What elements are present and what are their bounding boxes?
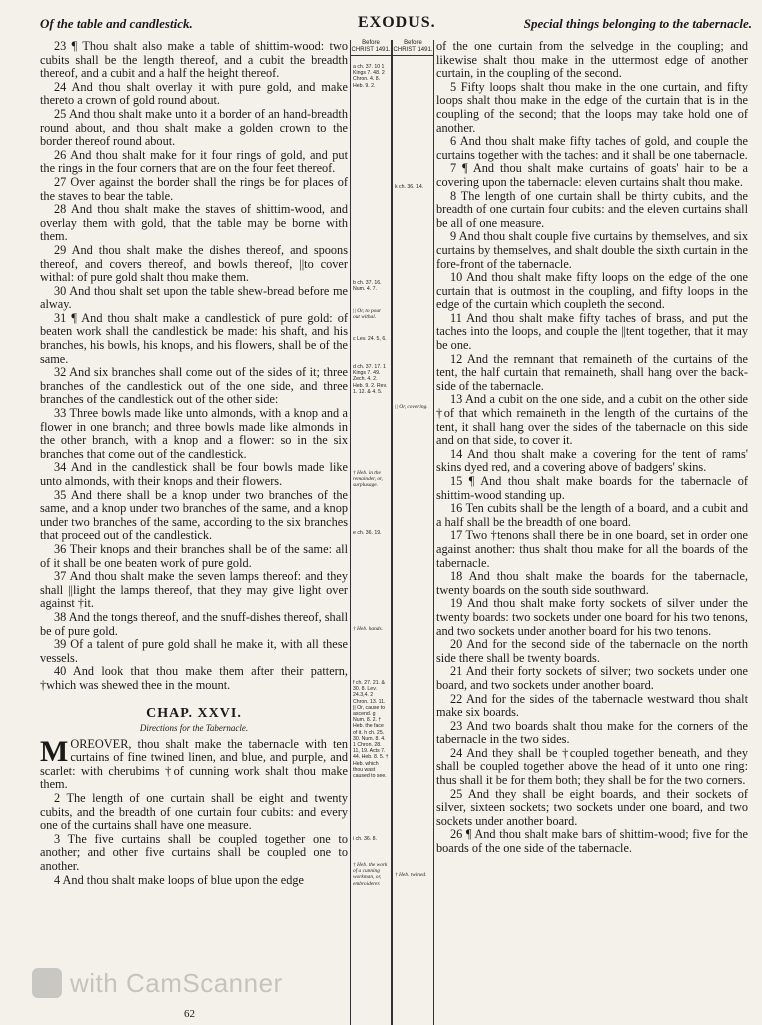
right-text-column [436,40,748,856]
verse: 4 And thou shalt make loops of blue upon the edge [54,872,304,887]
margin-note: f ch. 27. 21. & 30. 8. Lev. 24.3,4. 2 Chron. 13. 11. || Or, cause to ascend. g Num. 8. 2. † Heb. the face of it. h ch. 25. 30. Num. 8. 4. 1 Chron. 28. 11, 19. Acts 7. 44. Heb. 8. 5. † Heb. which thou wast caused to see. [353,680,389,780]
verse: 37 And thou shalt make the seven lamps thereof: and they shall ||light the lamps thereof, that they may give light over against †it. [40,569,348,611]
chapter-first-verse [40,734,348,792]
verse: 35 And there shall be a knop under two branches of the same, and a knop under two branches of the same, and a knop under two branches of the same, according to the six branches that proceed out of the candlestick. [40,487,348,543]
verse: 26 And thou shalt make for it four rings of gold, and put the rings in the four corners that are on the four feet thereof. [40,147,348,176]
scanner-watermark: with CamScanner [70,968,283,998]
left-text-column [40,40,348,887]
verse: 16 Ten cubits shall be the length of a board, and a cubit and a half shall be the breadth of one board. [436,501,748,529]
margin-note: d ch. 37. 17. 1 Kings 7. 49. Zech. 4. 2. Heb. 9. 2. Rev. 1. 12. & 4. 5. [353,364,388,395]
verse: 25 And they shall be eight boards, and their sockets of silver, sixteen sockets; two sockets under one board, and two sockets under another board. [436,786,748,828]
margin-note: † Heb. hands. [353,626,383,632]
running-header [40,12,752,38]
margin-note: e ch. 36. 19. [353,530,382,536]
page-number: 62 [184,1008,195,1020]
verse: 29 And thou shalt make the dishes thereof, and spoons thereof, and covers thereof, and bowls thereof, ||to cover withal: of pure gold shalt thou make them. [40,242,348,285]
verse: 23 And two boards shalt thou make for the corners of the tabernacle in the two sides. [436,718,748,747]
margin-date-heading: Before CHRIST 1491. [351,40,391,56]
verse: 27 Over against the border shall the rings be for places of the staves to bear the table. [40,174,348,203]
verse: 7 ¶ And thou shalt make curtains of goats' hair to be a covering upon the tabernacle: eleven curtains shalt thou make. [436,161,748,189]
verse: 23 ¶ Thou shalt also make a table of shittim-wood: two cubits shall be the length thereof, and a cubit the breadth thereof, and a cubit and a half the height thereof. [40,39,348,81]
verse: 28 And thou shalt make the staves of shittim-wood, and overlay them with gold, that the table may be borne with them. [40,202,348,244]
verse: 24 And thou shalt overlay it with pure gold, and make thereto a crown of gold round about. [40,79,348,108]
verse: 20 And for the second side of the tabernacle on the north side there shall be twenty boards. [436,637,748,665]
margin-note: b ch. 37. 16. Num. 4. 7. [353,280,382,293]
verse: 25 And thou shalt make unto it a border of an hand-breadth round about, and thou shalt make a golden crown to the border thereof round about. [40,106,348,149]
verse: 2 The length of one curtain shall be eight and twenty cubits, and the breadth of one curtain four cubits: and every one of the curtains shall have one measure. [40,791,348,833]
verse-continuation: of the one curtain from the selvedge in the coupling; and likewise shalt thou make in the uttermost edge of another curtain, in the coupling of the second. [436,39,748,81]
margin-note: † Heb. in the remainder, or, surplusage. [353,470,383,489]
verse: 34 And in the candlestick shall be four bowls made like unto almonds, with their knops and their flowers. [40,460,348,488]
header-left: Of the table and candlestick. [40,16,193,31]
verse: 5 Fifty loops shalt thou make in the one curtain, and fifty loops shalt thou make in the edge of the curtain that is in the coupling of the second; that the loops may take hold one of another. [436,79,748,135]
chapter-title: CHAP. XXVI. [146,705,242,721]
verse: 15 ¶ And thou shalt make boards for the tabernacle of shittim-wood standing up. [436,474,748,502]
verse: 40 And look that thou make them after their pattern, †which was shewed thee in the mount. [40,664,348,692]
verse: 26 ¶ And thou shalt make bars of shittim-wood; five for the boards of the one side of the tabernacle. [436,827,748,856]
verse: 30 And thou shalt set upon the table shew-bread before me alway. [40,283,348,312]
drop-cap: M [40,734,69,768]
verse: 31 ¶ And thou shalt make a candlestick of pure gold: of beaten work shall the candlestick be made: his shaft, and his branches, his bowls, his knops, and his flowers, shall be of the same. [40,310,348,366]
first-verse-text: OREOVER, thou shalt make the tabernacle with ten curtains of fine twined linen, and blue, and purple, and scarlet: with cherubims †of cunning work shalt thou make them. [40,736,348,792]
verse: 14 And thou shalt make a covering for the tent of rams' skins dyed red, and a covering above of badgers' skins. [436,446,748,475]
header-book-title: EXODUS. [358,14,436,31]
margin-note: i ch. 36. 8. [353,836,377,842]
header-right: Special things belonging to the tabernacle. [523,16,752,31]
margin-note: || Or, to pour out withal. [353,308,382,321]
verse: 24 And they shall be †coupled together beneath, and they shall be coupled together above the head of it unto one ring: thus shall it be for them both; they shall be for the two corners. [436,745,748,788]
margin-note: † Heb. twined. [395,872,427,878]
verse: 3 The five curtains shall be coupled together one to another; and other five curtains shall be coupled one to another. [40,831,348,874]
verse: 19 And thou shalt make forty sockets of silver under the twenty boards: two sockets under one board for his two tenons, and two sockets under another board for his two tenons. [436,596,748,638]
verse: 6 And thou shalt make fifty taches of gold, and couple the curtains together with the taches: and it shall be one tabernacle. [436,134,748,162]
verse: 11 And thou shalt make fifty taches of brass, and put the taches into the loops, and couple the ||tent together, that it may be one. [436,310,748,353]
verse: 36 Their knops and their branches shall be of the same: all of it shall be one beaten work of pure gold. [40,541,348,570]
verse: 18 And thou shalt make the boards for the tabernacle, twenty boards on the south side southward. [436,569,748,597]
verse: 10 And thou shalt make fifty loops on the edge of the one curtain that is outmost in the coupling, and fifty loops in the edge of the curtain which coupleth the second. [436,270,748,312]
verse: 12 And the remnant that remaineth of the curtains of the tent, the half curtain that remaineth, shall hang over the back-side of the tabernacle. [436,351,748,393]
verse: 8 The length of one curtain shall be thirty cubits, and the breadth of one curtain four cubits: and the eleven curtains shall be all of one measure. [436,188,748,230]
verse: 9 And thou shalt couple five curtains by themselves, and six curtains by themselves, and shalt double the sixth curtain in the fore-front of the tabernacle. [436,229,748,271]
verse: 32 And six branches shall come out of the sides of it; three branches of the candlestick out of the one side, and three branches of the candlestick out of the other side: [40,365,348,407]
verse: 22 And for the sides of the tabernacle westward thou shalt make six boards. [436,691,748,720]
verse: 13 And a cubit on the one side, and a cubit on the other side †of that which remaineth in the length of the curtains of the tent, it shall hang over the sides of the tabernacle on this side and on that side, to cover it. [436,392,748,448]
chapter-subtitle: Directions for the Tabernacle. [139,723,249,734]
verse: 33 Three bowls made like unto almonds, with a knop and a flower in one branch; and three bowls made like almonds in the other branch, with a knop and a flower: so in the six branches that come out of the candlestick. [40,406,348,461]
margin-date-heading: Before CHRIST 1491. [393,40,433,56]
verse: 38 And the tongs thereof, and the snuff-dishes thereof, shall be of pure gold. [40,609,348,638]
margin-note: k ch. 36. 14. [395,184,424,190]
margin-note: a ch. 37. 10 1 Kings 7. 48. 2 Chron. 4. 8. Heb. 9. 2. [353,64,385,89]
verse: 17 Two †tenons shall there be in one board, set in order one against another: thus shalt thou make for all the boards of the tabernacle. [436,528,748,570]
verse: 21 And their forty sockets of silver; two sockets under one board, and two sockets under another board. [436,664,748,692]
margin-note: || Or, covering. [395,404,428,410]
camscanner-logo-icon [32,968,62,998]
margin-note: † Heb. the work of a cunning workman, or, embroiderer. [353,862,388,887]
cross-reference-column [350,40,392,1025]
verse: 39 Of a talent of pure gold shall he make it, with all these vessels. [40,637,348,665]
margin-note: c Lev. 24. 5, 6. [353,336,387,342]
cross-reference-column-right [392,40,434,1025]
